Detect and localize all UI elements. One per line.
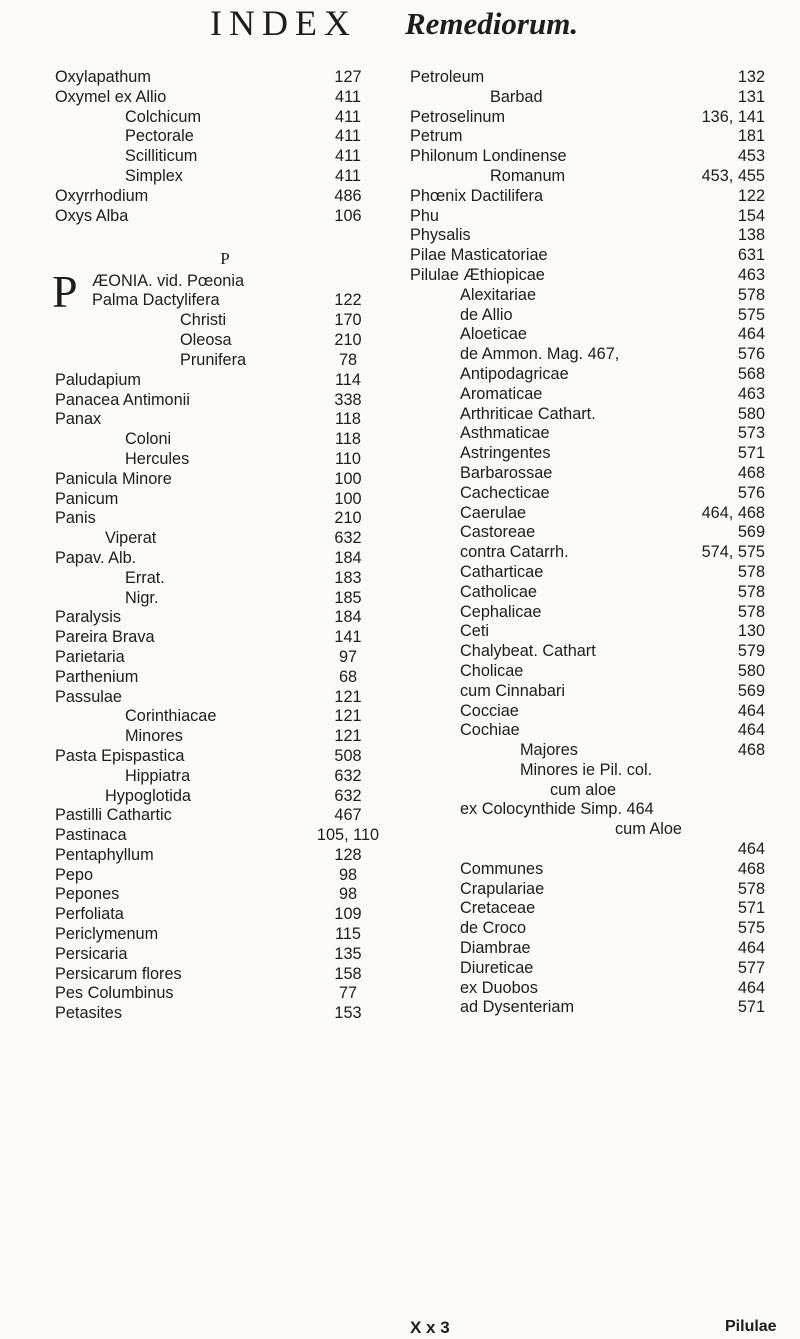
index-entry [55, 1004, 395, 1024]
index-entry [410, 919, 765, 939]
entry-term: de Allio [460, 305, 513, 324]
entry-page: 153 [334, 1004, 362, 1023]
index-entry [410, 405, 765, 425]
entry-page: 453, 455 [701, 166, 765, 185]
index-entry [410, 187, 765, 207]
entry-page: 141 [334, 628, 362, 647]
entry-page: 122 [334, 291, 362, 310]
index-entry [410, 820, 765, 840]
entry-page: 575 [737, 305, 765, 324]
entry-term: Pes Columbinus [55, 984, 174, 1003]
entry-term: Minores ie Pil. col. [520, 760, 653, 779]
entry-term: Oxylapathum [55, 68, 151, 86]
entry-term: Romanum [490, 166, 566, 185]
index-entry [55, 628, 395, 648]
entry-term: Panis [55, 509, 96, 528]
entry-page: 158 [334, 964, 362, 983]
index-entry [55, 127, 395, 147]
entry-term: Pastinaca [55, 826, 127, 845]
index-entry [55, 351, 395, 371]
entry-page: 114 [335, 370, 361, 389]
index-entry [55, 707, 395, 727]
entry-page: 468 [737, 741, 765, 760]
index-title: INDEX [210, 3, 357, 43]
entry-page: 568 [737, 364, 765, 383]
entry-page: 411 [335, 107, 361, 126]
entry-page: 463 [737, 384, 765, 403]
index-entry [55, 747, 395, 767]
entry-page: 183 [334, 568, 362, 587]
entry-term: Physalis [410, 226, 471, 245]
entry-term: Oleosa [180, 331, 232, 350]
entry-page: 184 [334, 608, 362, 627]
entry-term: Persicaria [55, 944, 128, 963]
entry-page: 97 [338, 647, 358, 666]
entry-page: 578 [737, 285, 765, 304]
entry-term: Pareira Brava [55, 628, 155, 647]
entry-term: Simplex [125, 166, 183, 185]
entry-page: 411 [335, 147, 361, 166]
index-entry [55, 945, 395, 965]
index-entry [410, 583, 765, 603]
entry-page: 132 [737, 68, 765, 86]
entry-term: Communes [460, 859, 544, 878]
entry-term: Petroselinum [410, 107, 506, 126]
entry-term: Cretaceae [460, 899, 536, 918]
entry-page: 632 [334, 766, 362, 785]
entry-term: Aromaticae [460, 384, 543, 403]
entry-term: Majores [520, 741, 578, 760]
entry-page: 118 [335, 410, 361, 429]
index-entry [410, 286, 765, 306]
index-entry [55, 331, 395, 351]
entry-page: 138 [737, 226, 765, 245]
index-entry [410, 127, 765, 147]
entry-term: Philonum Londinense [410, 147, 567, 166]
entry-page: 121 [334, 727, 362, 746]
entry-page: 464 [737, 701, 765, 720]
index-entry [410, 899, 765, 919]
entry-term: Aloeticae [460, 325, 527, 344]
entry-term: Pasta Epispastica [55, 746, 185, 765]
entry-page: 578 [737, 562, 765, 581]
entry-page: 411 [335, 127, 361, 146]
entry-page: 100 [334, 469, 362, 488]
entry-term: de Croco [460, 919, 527, 938]
entry-term: Oxys Alba [55, 206, 129, 225]
spacer [55, 226, 395, 247]
index-entry [410, 998, 765, 1018]
entry-page: 464, 468 [701, 503, 765, 522]
entry-page: 121 [334, 687, 362, 706]
entry-page: 464 [737, 325, 765, 344]
index-entry [55, 866, 395, 886]
entry-page: 181 [737, 127, 765, 146]
entry-page: 130 [737, 622, 765, 641]
index-entry [55, 767, 395, 787]
entry-term: Cochiae [460, 721, 520, 740]
index-entry [55, 529, 395, 549]
entry-page: 468 [737, 463, 765, 482]
entry-term: Catholicae [460, 582, 537, 601]
index-entry [410, 860, 765, 880]
index-entry [55, 207, 395, 227]
index-entry [410, 880, 765, 900]
entry-page: 185 [334, 588, 362, 607]
entry-term: Pilae Masticatoriae [410, 246, 548, 265]
entry-term: Cocciae [460, 701, 519, 720]
index-entry [410, 662, 765, 682]
index-entry [410, 365, 765, 385]
entry-page: 338 [334, 390, 362, 409]
entry-term: Chalybeat. Cathart [460, 642, 596, 661]
entry-page: 578 [737, 582, 765, 601]
entry-term: Panacea Antimonii [55, 390, 190, 409]
entry-term: Prunifera [180, 350, 247, 369]
entry-page: 463 [737, 265, 765, 284]
entry-term: Pepones [55, 885, 120, 904]
entry-page: 580 [737, 661, 765, 680]
paeonia-entry [52, 266, 395, 318]
entry-page: 631 [737, 246, 765, 265]
entry-term: Corinthiacae [125, 707, 217, 726]
index-entry [55, 430, 395, 450]
entry-page: 127 [334, 68, 362, 86]
entry-page: 121 [334, 707, 362, 726]
index-entry [55, 668, 395, 688]
index-entry [55, 885, 395, 905]
signature-mark: X x 3 [410, 1318, 450, 1337]
entry-term: Petrum [410, 127, 463, 146]
entry-page: 115 [335, 925, 361, 944]
entry-page: 569 [737, 681, 765, 700]
entry-page: 210 [334, 509, 362, 528]
index-entry [55, 108, 395, 128]
entry-term: Hercules [125, 449, 190, 468]
index-entry [410, 167, 765, 187]
index-entry [410, 504, 765, 524]
entry-term: Caerulae [460, 503, 527, 522]
index-entry [410, 68, 765, 88]
index-entry [55, 846, 395, 866]
entry-term: Errat. [125, 568, 165, 587]
index-entry [55, 965, 395, 985]
index-entry [55, 984, 395, 1004]
index-entry [55, 727, 395, 747]
entry-term: Hypoglotida [105, 786, 191, 805]
entry-page: 110 [335, 449, 361, 468]
entry-term: Panax [55, 410, 102, 429]
index-entry [55, 925, 395, 945]
entry-page: 575 [737, 919, 765, 938]
entry-term: ÆONIA. vid. Pœonia [92, 272, 245, 291]
entry-page: 486 [334, 186, 362, 205]
index-entry [55, 569, 395, 589]
left-column [52, 68, 395, 1024]
right-column [410, 68, 765, 1018]
entry-page: 106 [334, 206, 362, 225]
index-entry [410, 781, 765, 801]
entry-term: Barbarossae [460, 463, 553, 482]
entry-page: 453 [737, 147, 765, 166]
entry-term: Alexitariae [460, 285, 537, 304]
index-entry [55, 470, 395, 490]
index-entry [55, 187, 395, 207]
entry-term: Parietaria [55, 647, 125, 666]
index-entry [55, 311, 395, 331]
entry-page: 98 [338, 885, 358, 904]
section-letter: P [220, 249, 230, 269]
entry-term: Antipodagricae [460, 364, 569, 383]
entry-term: Palma Dactylifera [92, 291, 220, 310]
entry-term: Catharticae [460, 562, 544, 581]
index-entry [55, 88, 395, 108]
index-entry [410, 325, 765, 345]
entry-page: 579 [737, 642, 765, 661]
entry-page: 576 [737, 345, 765, 364]
entry-term: Crapulariae [460, 879, 545, 898]
entry-term: Paralysis [55, 608, 122, 627]
entry-term: Diambrae [460, 939, 531, 958]
entry-term: ex Duobos [460, 978, 538, 997]
entry-term: Cholicae [460, 661, 524, 680]
entry-term: Oxymel ex Allio [55, 87, 167, 106]
index-entry [410, 266, 765, 286]
entry-page: 135 [334, 944, 362, 963]
entry-page: 508 [334, 746, 362, 765]
entry-term: Viperat [105, 529, 157, 548]
entry-term: Pectorale [125, 127, 194, 146]
entry-page: 464 [737, 978, 765, 997]
entry-term: Phu [410, 206, 439, 225]
entry-page: 578 [737, 879, 765, 898]
remediorum-title: Remediorum. [405, 6, 579, 41]
entry-page: 105, 110 [316, 826, 380, 845]
entry-page: 118 [335, 430, 361, 449]
index-entry [55, 905, 395, 925]
index-entry [55, 391, 395, 411]
index-entry [410, 484, 765, 504]
entry-term: Panicula Minore [55, 469, 172, 488]
index-entry [55, 371, 395, 391]
index-entry [410, 88, 765, 108]
entry-page: 580 [737, 404, 765, 423]
entry-term: Ceti [460, 622, 489, 641]
entry-page: 411 [335, 166, 361, 185]
index-entry [55, 688, 395, 708]
index-entry [410, 523, 765, 543]
entry-page: 571 [737, 998, 765, 1017]
index-entry [55, 490, 395, 510]
entry-term: Pepo [55, 865, 94, 884]
drop-cap: P [52, 266, 78, 318]
entry-page: 573 [737, 424, 765, 443]
entry-page: 576 [737, 483, 765, 502]
entry-term: Colchicum [125, 107, 202, 126]
index-entry [55, 608, 395, 628]
index-entry [55, 648, 395, 668]
entry-term: Paludapium [55, 370, 141, 389]
entry-term: Perfoliata [55, 905, 124, 924]
entry-page: 464 [737, 939, 765, 958]
index-entry [410, 939, 765, 959]
entry-term: ad Dysenteriam [460, 998, 575, 1017]
entry-page: 569 [737, 523, 765, 542]
entry-page: 78 [338, 350, 358, 369]
index-entry [410, 979, 765, 999]
index-entry [410, 207, 765, 227]
index-entry [410, 702, 765, 722]
entry-page: 131 [737, 87, 765, 106]
entry-page: 571 [737, 899, 765, 918]
entry-term: Scilliticum [125, 147, 198, 166]
entry-term: Cephalicae [460, 602, 542, 621]
entry-page: 632 [334, 786, 362, 805]
catchword: Pilulae [725, 1318, 777, 1335]
entry-term: Barbad [490, 87, 543, 106]
entry-page: 98 [338, 865, 358, 884]
entry-term: Castoreae [460, 523, 536, 542]
entry-term: Minores [125, 727, 183, 746]
entry-term: cum Aloe [615, 820, 682, 839]
index-entry [410, 721, 765, 741]
entry-term: Pilulae Æthiopicae [410, 265, 545, 284]
entry-page: 128 [334, 845, 362, 864]
entry-term: Diureticae [460, 958, 534, 977]
index-entry [410, 464, 765, 484]
entry-term: Hippiatra [125, 766, 191, 785]
index-entry [410, 543, 765, 563]
index-entry [55, 806, 395, 826]
index-entry [55, 410, 395, 430]
entry-page: 210 [334, 331, 362, 350]
index-entry [410, 306, 765, 326]
entry-page: 578 [737, 602, 765, 621]
entry-page: 571 [737, 444, 765, 463]
entry-page: 411 [335, 87, 361, 106]
entry-term: Papav. Alb. [55, 548, 137, 567]
entry-term: Parthenium [55, 667, 139, 686]
entry-term: Nigr. [125, 588, 159, 607]
entry-page: 122 [737, 186, 765, 205]
index-entry [55, 549, 395, 569]
index-entry [55, 826, 395, 846]
index-entry [55, 589, 395, 609]
index-entry [410, 226, 765, 246]
entry-term: Oxyrrhodium [55, 186, 149, 205]
entry-term: Cacheсticae [460, 483, 550, 502]
index-entry [410, 741, 765, 761]
entry-page: 184 [334, 548, 362, 567]
entry-page: 109 [334, 905, 362, 924]
entry-term: Arthriticae Cathart. [460, 404, 596, 423]
entry-page: 574, 575 [701, 543, 765, 562]
index-entry [55, 450, 395, 470]
entry-term: contra Catarrh. [460, 543, 569, 562]
index-entry [410, 959, 765, 979]
index-entry [410, 444, 765, 464]
page-header [0, 2, 800, 46]
entry-term: cum aloe [550, 780, 617, 799]
index-entry [410, 800, 765, 820]
entry-page: 170 [334, 311, 362, 330]
entry-term: cum Cinnabari [460, 681, 565, 700]
entry-term: Petroleum [410, 68, 485, 86]
entry-page: 68 [338, 667, 358, 686]
index-entry [55, 787, 395, 807]
index-entry [410, 385, 765, 405]
entry-page: 632 [334, 529, 362, 548]
index-entry [410, 682, 765, 702]
index-entry [55, 509, 395, 529]
index-entry [55, 68, 395, 88]
entry-term: Christi [180, 311, 227, 330]
index-entry [410, 147, 765, 167]
entry-term: ex Colocynthide Simp. 464 [460, 800, 654, 819]
index-entry [55, 147, 395, 167]
entry-page: 577 [737, 958, 765, 977]
index-entry [410, 246, 765, 266]
index-entry [410, 840, 765, 860]
entry-page: 464 [737, 840, 765, 859]
index-entry [410, 622, 765, 642]
entry-page: 100 [334, 489, 362, 508]
entry-term: Persicarum flores [55, 964, 182, 983]
entry-term: de Ammon. Mag. 467, [460, 345, 620, 364]
entry-page: 464 [737, 721, 765, 740]
index-entry [410, 761, 765, 781]
entry-term: Asthmaticae [460, 424, 550, 443]
entry-term: Periclymenum [55, 925, 159, 944]
entry-page: 136, 141 [701, 107, 765, 126]
entry-page: 468 [737, 859, 765, 878]
entry-term: Petasites [55, 1004, 122, 1023]
index-entry [410, 345, 765, 365]
entry-term: Astringentes [460, 444, 551, 463]
entry-page: 77 [338, 984, 358, 1003]
entry-term: Panicum [55, 489, 119, 508]
entry-term: Pastilli Cathartic [55, 806, 172, 825]
index-entry [55, 167, 395, 187]
index-entry [410, 108, 765, 128]
entry-term: Coloni [125, 430, 172, 449]
entry-page: 467 [334, 806, 362, 825]
index-entry [410, 642, 765, 662]
entry-term: Phœnix Dactilifera [410, 186, 544, 205]
index-entry [410, 603, 765, 623]
entry-term: Pentaphyllum [55, 845, 154, 864]
entry-term: Passulae [55, 687, 122, 706]
index-entry [410, 424, 765, 444]
entry-page: 154 [737, 206, 765, 225]
index-entry [410, 563, 765, 583]
